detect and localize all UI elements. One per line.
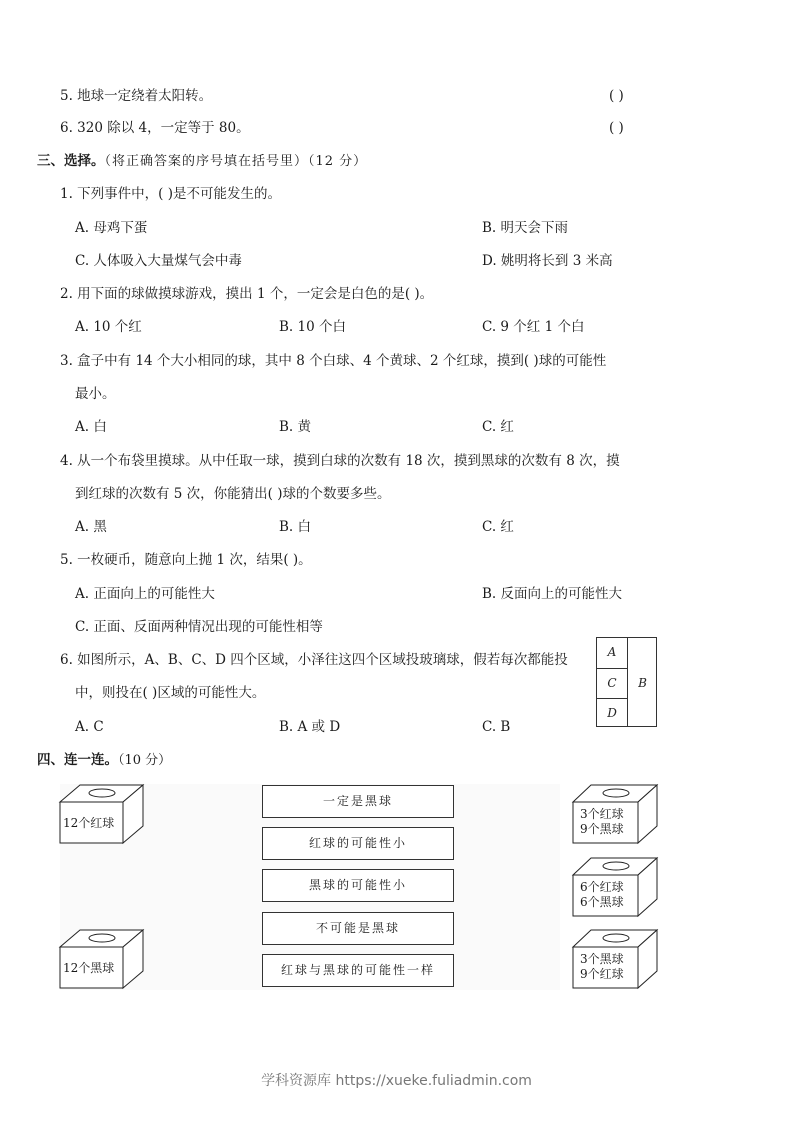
region-diagram	[596, 637, 657, 727]
question-4-stem: 4. 从一个布袋里摸球。从中任取一球，摸到白球的次数有 18 次，摸到黑球的次数有 8 次，摸	[60, 453, 620, 469]
q6-option-b: B. A 或 D	[279, 719, 341, 735]
right-box-3-line-1: 3个黑球	[580, 952, 624, 966]
q1-option-b: B. 明天会下雨	[482, 220, 569, 236]
section-score: （10 分）	[118, 753, 172, 768]
q6-option-c: C. B	[482, 719, 511, 735]
judge-item-5: 5. 地球一定绕着太阳转。	[60, 88, 213, 104]
section-four-heading	[37, 750, 171, 771]
section-instruction: （将正确答案的序号填在括号里）（12 分）	[104, 154, 368, 169]
section-title: 四、连一连。	[37, 752, 118, 768]
question-5-stem: 5. 一枚硬币，随意向上抛 1 次，结果( )。	[60, 552, 312, 568]
section-title: 三、选择。	[37, 153, 105, 169]
region-b-label: B	[638, 676, 647, 690]
section-three-heading	[37, 151, 367, 172]
question-2-stem: 2. 用下面的球做摸球游戏，摸出 1 个，一定会是白色的是( )。	[60, 286, 434, 302]
q3-option-b: B. 黄	[279, 419, 312, 435]
left-box-2-icon[interactable]	[59, 929, 145, 991]
middle-option-1[interactable]: 一定是黑球	[262, 785, 454, 818]
left-box-1-icon[interactable]	[59, 784, 145, 846]
middle-option-3[interactable]: 黑球的可能性小	[262, 869, 454, 902]
question-1-stem: 1. 下列事件中，( )是不可能发生的。	[60, 186, 281, 202]
q3-option-a: A. 白	[75, 419, 107, 435]
region-d-label: D	[607, 706, 617, 720]
region-a-label: A	[607, 645, 617, 659]
q4-option-c: C. 红	[482, 519, 514, 535]
right-box-1-line-1: 3个红球	[580, 807, 624, 821]
q5-option-a: A. 正面向上的可能性大	[75, 586, 215, 602]
middle-option-4[interactable]: 不可能是黑球	[262, 912, 454, 945]
q1-option-c: C. 人体吸入大量煤气会中毒	[75, 253, 242, 269]
question-6-stem: 6. 如图所示，A、B、C、D 四个区域，小泽往这四个区域投玻璃球，假若每次都能投	[60, 652, 568, 668]
answer-blank-5[interactable]: ( )	[609, 88, 624, 104]
q6-option-a: A. C	[75, 719, 104, 735]
question-6-stem-cont: 中，则投在( )区域的可能性大。	[75, 685, 266, 701]
middle-option-2[interactable]: 红球的可能性小	[262, 827, 454, 860]
question-3-stem-cont: 最小。	[75, 386, 116, 402]
q2-option-c: C. 9 个红 1 个白	[482, 319, 585, 335]
right-box-2-line-2: 6个黑球	[580, 895, 624, 909]
q1-option-a: A. 母鸡下蛋	[75, 220, 148, 236]
left-box-1-label: 12个红球	[63, 816, 115, 830]
middle-option-5[interactable]: 红球与黑球的可能性一样	[262, 954, 454, 987]
q2-option-a: A. 10 个红	[75, 319, 142, 335]
q5-option-b: B. 反面向上的可能性大	[482, 586, 623, 602]
q5-option-c: C. 正面、反面两种情况出现的可能性相等	[75, 619, 323, 635]
q1-option-d: D. 姚明将长到 3 米高	[482, 253, 613, 269]
q3-option-c: C. 红	[482, 419, 514, 435]
q4-option-b: B. 白	[279, 519, 312, 535]
region-c-label: C	[607, 676, 617, 690]
judge-item-6: 6. 320 除以 4，一定等于 80。	[60, 120, 250, 136]
right-box-3-line-2: 9个红球	[580, 967, 624, 981]
q4-option-a: A. 黑	[75, 519, 107, 535]
q2-option-b: B. 10 个白	[279, 319, 346, 335]
question-4-stem-cont: 到红球的次数有 5 次，你能猜出( )球的个数要多些。	[75, 486, 391, 502]
left-box-2-label: 12个黑球	[63, 961, 115, 975]
footer-watermark: 学科资源库 https://xueke.fuliadmin.com	[261, 1073, 532, 1089]
region-divider-1	[597, 668, 627, 669]
right-box-1-line-2: 9个黑球	[580, 822, 624, 836]
right-box-2-line-1: 6个红球	[580, 880, 624, 894]
region-divider-2	[597, 698, 627, 699]
answer-blank-6[interactable]: ( )	[609, 120, 624, 136]
question-3-stem: 3. 盒子中有 14 个大小相同的球，其中 8 个白球、4 个黄球、2 个红球，摸到( )球的可能性	[60, 353, 607, 369]
